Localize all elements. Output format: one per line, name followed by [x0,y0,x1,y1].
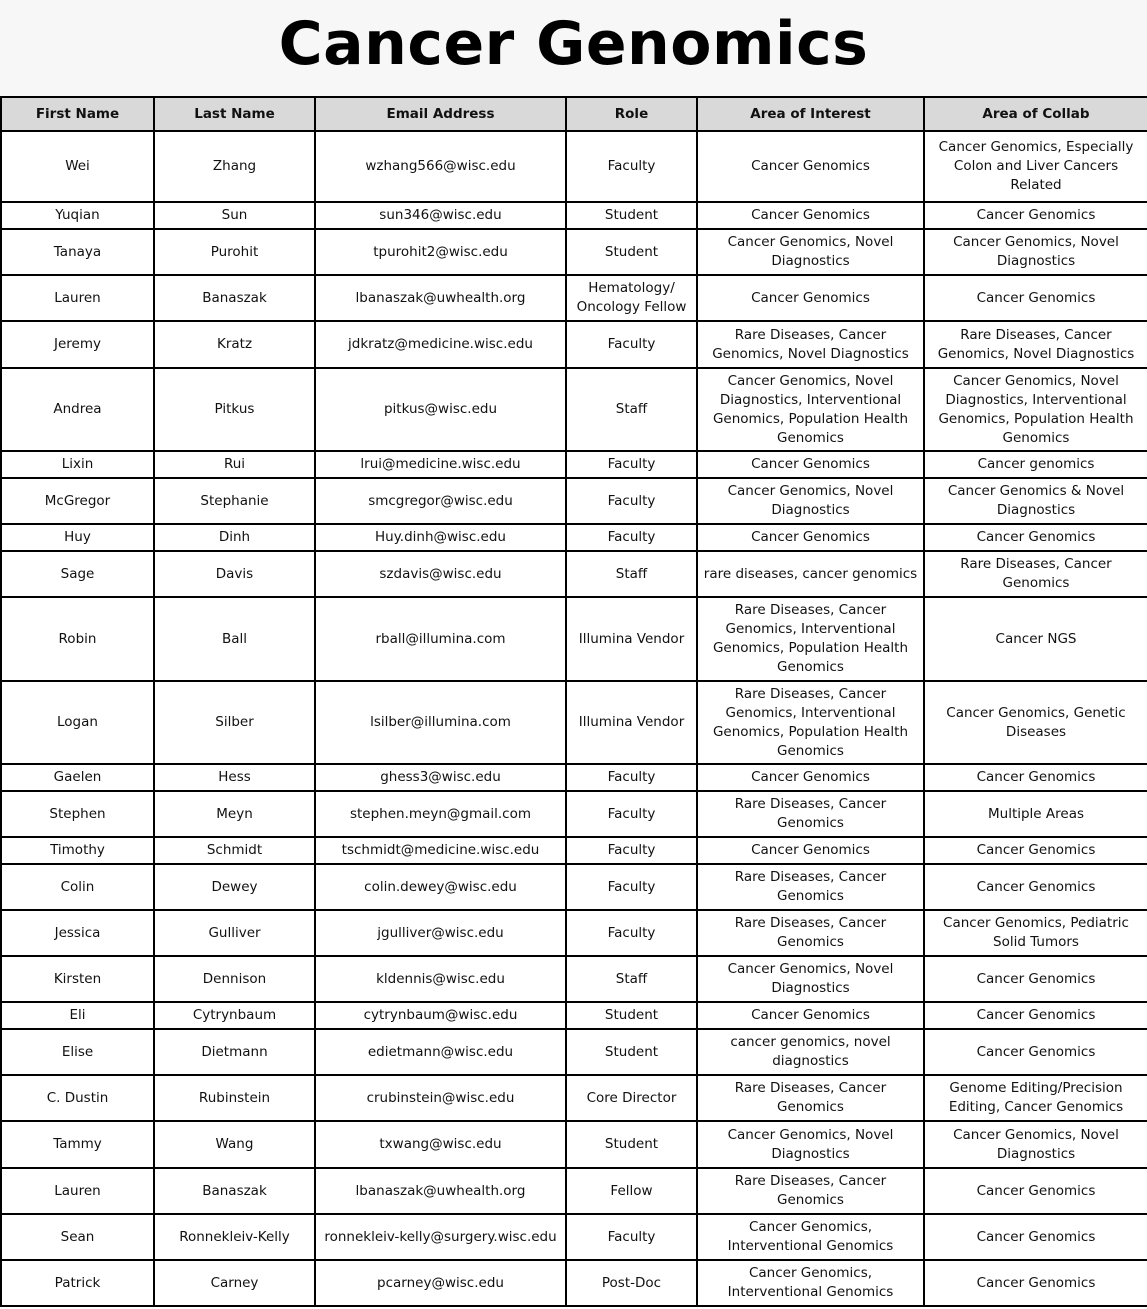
email-cell: tschmidt@medicine.wisc.edu [315,837,566,864]
last-name-cell: Rui [154,451,315,478]
role-cell: Staff [566,368,697,451]
header-email-address: Email Address [315,97,566,131]
role-cell: Student [566,202,697,229]
first-name-cell: Jeremy [1,321,154,368]
table-row [1,764,1147,791]
collab-cell: Multiple Areas [924,791,1147,837]
email-cell: edietmann@wisc.edu [315,1029,566,1075]
last-name-cell: Schmidt [154,837,315,864]
last-name-cell: Wang [154,1121,315,1168]
header-area-of-interest: Area of Interest [697,97,924,131]
title-bar [0,0,1147,96]
first-name-cell: Sage [1,551,154,597]
last-name-cell: Sun [154,202,315,229]
role-cell: Faculty [566,910,697,956]
first-name-cell: Andrea [1,368,154,451]
collab-cell: Cancer Genomics [924,1214,1147,1260]
email-cell: rball@illumina.com [315,597,566,681]
email-cell: jdkratz@medicine.wisc.edu [315,321,566,368]
collab-cell: Cancer Genomics, Novel Diagnostics [924,229,1147,275]
role-cell: Faculty [566,478,697,524]
collab-cell: Cancer Genomics, Novel Diagnostics, Interventional Genomics, Population Health Genomics [924,368,1147,451]
collab-cell: Cancer Genomics [924,1002,1147,1029]
role-cell: Student [566,1002,697,1029]
table-row [1,1121,1147,1168]
table-row [1,597,1147,681]
role-cell: Core Director [566,1075,697,1121]
first-name-cell: Yuqian [1,202,154,229]
email-cell: stephen.meyn@gmail.com [315,791,566,837]
role-cell: Student [566,229,697,275]
role-cell: Faculty [566,321,697,368]
header-first-name: First Name [1,97,154,131]
email-cell: lbanaszak@uwhealth.org [315,1168,566,1214]
interest-cell: Cancer Genomics [697,1002,924,1029]
collab-cell: Cancer Genomics [924,275,1147,321]
collab-cell: Cancer Genomics [924,864,1147,910]
interest-cell: Cancer Genomics, Novel Diagnostics, Interventional Genomics, Population Health Genomics [697,368,924,451]
collab-cell: Cancer Genomics [924,1029,1147,1075]
interest-cell: Cancer Genomics [697,202,924,229]
email-cell: colin.dewey@wisc.edu [315,864,566,910]
collab-cell: Genome Editing/Precision Editing, Cancer Genomics [924,1075,1147,1121]
interest-cell: Cancer Genomics, Novel Diagnostics [697,956,924,1002]
role-cell: Post-Doc [566,1260,697,1306]
last-name-cell: Gulliver [154,910,315,956]
collab-cell: Rare Diseases, Cancer Genomics, Novel Diagnostics [924,321,1147,368]
last-name-cell: Banaszak [154,1168,315,1214]
role-cell: Faculty [566,1214,697,1260]
table-row [1,131,1147,202]
email-cell: smcgregor@wisc.edu [315,478,566,524]
interest-cell: Rare Diseases, Cancer Genomics [697,910,924,956]
table-row [1,681,1147,764]
last-name-cell: Rubinstein [154,1075,315,1121]
interest-cell: Rare Diseases, Cancer Genomics [697,864,924,910]
collab-cell: Cancer Genomics [924,764,1147,791]
interest-cell: Cancer Genomics, Interventional Genomics [697,1214,924,1260]
last-name-cell: Zhang [154,131,315,202]
role-cell: Faculty [566,764,697,791]
first-name-cell: Tanaya [1,229,154,275]
last-name-cell: Davis [154,551,315,597]
email-cell: pitkus@wisc.edu [315,368,566,451]
last-name-cell: Purohit [154,229,315,275]
first-name-cell: Elise [1,1029,154,1075]
role-cell: Faculty [566,837,697,864]
email-cell: lsilber@illumina.com [315,681,566,764]
interest-cell: Cancer Genomics, Novel Diagnostics [697,229,924,275]
interest-cell: cancer genomics, novel diagnostics [697,1029,924,1075]
email-cell: sun346@wisc.edu [315,202,566,229]
last-name-cell: Meyn [154,791,315,837]
role-cell: Illumina Vendor [566,681,697,764]
role-cell: Faculty [566,451,697,478]
interest-cell: Rare Diseases, Cancer Genomics [697,791,924,837]
last-name-cell: Ball [154,597,315,681]
role-cell: Student [566,1121,697,1168]
contacts-table [0,96,1147,1307]
table-row [1,1002,1147,1029]
interest-cell: Cancer Genomics, Novel Diagnostics [697,478,924,524]
table-row [1,910,1147,956]
role-cell: Faculty [566,791,697,837]
collab-cell: Cancer genomics [924,451,1147,478]
table-row [1,956,1147,1002]
email-cell: Huy.dinh@wisc.edu [315,524,566,551]
table-row [1,478,1147,524]
role-cell: Faculty [566,524,697,551]
collab-cell: Cancer Genomics & Novel Diagnostics [924,478,1147,524]
table-row [1,864,1147,910]
header-last-name: Last Name [154,97,315,131]
first-name-cell: Sean [1,1214,154,1260]
first-name-cell: Timothy [1,837,154,864]
email-cell: jgulliver@wisc.edu [315,910,566,956]
email-cell: wzhang566@wisc.edu [315,131,566,202]
table-row [1,551,1147,597]
last-name-cell: Silber [154,681,315,764]
interest-cell: Cancer Genomics [697,131,924,202]
first-name-cell: Wei [1,131,154,202]
first-name-cell: Stephen [1,791,154,837]
collab-cell: Rare Diseases, Cancer Genomics [924,551,1147,597]
table-row [1,368,1147,451]
last-name-cell: Dietmann [154,1029,315,1075]
role-cell: Student [566,1029,697,1075]
first-name-cell: C. Dustin [1,1075,154,1121]
email-cell: crubinstein@wisc.edu [315,1075,566,1121]
last-name-cell: Carney [154,1260,315,1306]
email-cell: ghess3@wisc.edu [315,764,566,791]
table-row [1,791,1147,837]
email-cell: kldennis@wisc.edu [315,956,566,1002]
first-name-cell: Patrick [1,1260,154,1306]
last-name-cell: Cytrynbaum [154,1002,315,1029]
table-row [1,1075,1147,1121]
collab-cell: Cancer Genomics [924,1260,1147,1306]
email-cell: szdavis@wisc.edu [315,551,566,597]
interest-cell: Cancer Genomics, Novel Diagnostics [697,1121,924,1168]
first-name-cell: Logan [1,681,154,764]
first-name-cell: Colin [1,864,154,910]
page-title: Cancer Genomics [278,9,869,79]
table-row [1,1168,1147,1214]
last-name-cell: Stephanie [154,478,315,524]
interest-cell: Cancer Genomics [697,764,924,791]
last-name-cell: Kratz [154,321,315,368]
table-row [1,321,1147,368]
last-name-cell: Pitkus [154,368,315,451]
first-name-cell: Robin [1,597,154,681]
first-name-cell: Lixin [1,451,154,478]
table-row [1,1029,1147,1075]
collab-cell: Cancer Genomics, Novel Diagnostics [924,1121,1147,1168]
role-cell: Fellow [566,1168,697,1214]
table-row [1,451,1147,478]
collab-cell: Cancer Genomics [924,1168,1147,1214]
table-row [1,202,1147,229]
role-cell: Staff [566,956,697,1002]
email-cell: ronnekleiv-kelly@surgery.wisc.edu [315,1214,566,1260]
collab-cell: Cancer Genomics [924,956,1147,1002]
collab-cell: Cancer Genomics, Genetic Diseases [924,681,1147,764]
email-cell: cytrynbaum@wisc.edu [315,1002,566,1029]
interest-cell: Cancer Genomics [697,524,924,551]
collab-cell: Cancer Genomics [924,837,1147,864]
interest-cell: rare diseases, cancer genomics [697,551,924,597]
email-cell: tpurohit2@wisc.edu [315,229,566,275]
interest-cell: Rare Diseases, Cancer Genomics [697,1075,924,1121]
last-name-cell: Ronnekleiv-Kelly [154,1214,315,1260]
table-header-row [1,97,1147,131]
table-row [1,837,1147,864]
last-name-cell: Dewey [154,864,315,910]
table-row [1,524,1147,551]
last-name-cell: Hess [154,764,315,791]
interest-cell: Rare Diseases, Cancer Genomics, Interventional Genomics, Population Health Genomics [697,597,924,681]
first-name-cell: Huy [1,524,154,551]
role-cell: Faculty [566,131,697,202]
interest-cell: Rare Diseases, Cancer Genomics [697,1168,924,1214]
interest-cell: Cancer Genomics [697,451,924,478]
first-name-cell: Gaelen [1,764,154,791]
role-cell: Hematology/ Oncology Fellow [566,275,697,321]
header-role: Role [566,97,697,131]
first-name-cell: Lauren [1,275,154,321]
first-name-cell: Tammy [1,1121,154,1168]
email-cell: txwang@wisc.edu [315,1121,566,1168]
first-name-cell: Eli [1,1002,154,1029]
table-row [1,275,1147,321]
interest-cell: Rare Diseases, Cancer Genomics, Novel Diagnostics [697,321,924,368]
role-cell: Staff [566,551,697,597]
collab-cell: Cancer Genomics, Especially Colon and Liver Cancers Related [924,131,1147,202]
table-row [1,1260,1147,1306]
first-name-cell: Lauren [1,1168,154,1214]
email-cell: lrui@medicine.wisc.edu [315,451,566,478]
interest-cell: Rare Diseases, Cancer Genomics, Interventional Genomics, Population Health Genomics [697,681,924,764]
collab-cell: Cancer Genomics, Pediatric Solid Tumors [924,910,1147,956]
header-area-of-collab: Area of Collab [924,97,1147,131]
first-name-cell: Jessica [1,910,154,956]
role-cell: Faculty [566,864,697,910]
collab-cell: Cancer Genomics [924,202,1147,229]
email-cell: pcarney@wisc.edu [315,1260,566,1306]
first-name-cell: Kirsten [1,956,154,1002]
email-cell: lbanaszak@uwhealth.org [315,275,566,321]
last-name-cell: Dennison [154,956,315,1002]
interest-cell: Cancer Genomics [697,275,924,321]
first-name-cell: McGregor [1,478,154,524]
last-name-cell: Dinh [154,524,315,551]
table-row [1,229,1147,275]
collab-cell: Cancer Genomics [924,524,1147,551]
interest-cell: Cancer Genomics, Interventional Genomics [697,1260,924,1306]
table-row [1,1214,1147,1260]
last-name-cell: Banaszak [154,275,315,321]
interest-cell: Cancer Genomics [697,837,924,864]
role-cell: Illumina Vendor [566,597,697,681]
collab-cell: Cancer NGS [924,597,1147,681]
